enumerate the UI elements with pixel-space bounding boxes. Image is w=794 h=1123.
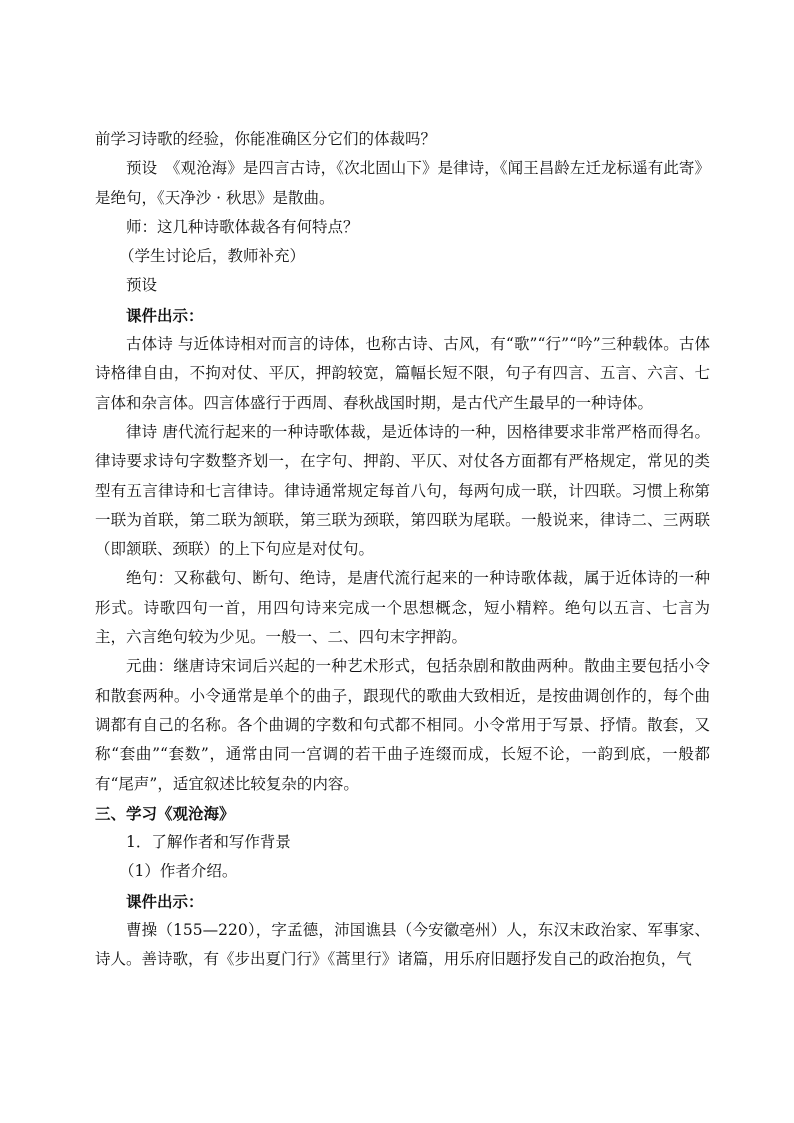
paragraph-quatrain: 绝句：又称截句、断句、绝诗，是唐代流行起来的一种诗歌体裁，属于近体诗的一种形式。诗歌四句一首，用四句诗来完成一个思想概念，短小精粹。绝句以五言、七言为主，六言绝句较为少见。一般一、二、四句末字押韵。 <box>95 569 710 647</box>
text-line: 师：这几种诗歌体裁各有何特点？ <box>126 217 359 236</box>
text-line: 预设 <box>126 276 158 295</box>
section-heading: 三、学习《观沧海》 <box>95 803 235 823</box>
text-line: 前学习诗歌的经验，你能准确区分它们的体裁吗？ <box>95 130 437 148</box>
document-page <box>95 125 710 975</box>
paragraph-author-intro: 曹操（155—220），字孟德，沛国谯县（今安徽亳州）人，东汉末政治家、军事家、诗人。善诗歌，有《步出夏门行》《蒿里行》诸篇，用乐府旧题抒发自己的政治抱负，气 <box>95 921 710 969</box>
courseware-label: 课件出示： <box>126 305 204 325</box>
subsection-item: （1）作者介绍。 <box>119 862 238 881</box>
courseware-label: 课件出示： <box>126 891 204 911</box>
paragraph-yuanqu: 元曲：继唐诗宋词后兴起的一种艺术形式，包括杂剧和散曲两种。散曲主要包括小令和散套两种。小令通常是单个的曲子，跟现代的歌曲大致相近，是按曲调创作的，每个曲调都有自己的名称。各个曲调的字数和句式都不相同。小令常用于写景、抒情。散套，又称“套曲”“套数”，通常由同一宫调的若干曲子连缀而成，长短不论，一韵到底，一般都有“尾声”，适宜叙述比较复杂的内容。 <box>95 657 710 793</box>
paragraph-regulated-verse: 律诗 唐代流行起来的一种诗歌体裁，是近体诗的一种，因格律要求非常严格而得名。律诗要求诗句字数整齐划一，在字句、押韵、平仄、对仗各方面都有严格规定，常见的类型有五言律诗和七言律诗。律诗通常规定每首八句，每两句成一联，计四联。习惯上称第一联为首联，第二联为颔联，第三联为颈联，第四联为尾联。一般说来，律诗二、三两联（即颔联、颈联）的上下句应是对仗句。 <box>95 422 710 559</box>
subsection-heading: 1．了解作者和写作背景 <box>126 833 291 852</box>
paragraph-preset-answer: 预设 《观沧海》是四言古诗，《次北固山下》是律诗，《闻王昌龄左迁龙标遥有此寄》是绝句，《天净沙 · 秋思》是散曲。 <box>95 159 710 207</box>
paragraph-ancient-poetry: 古体诗 与近体诗相对而言的诗体，也称古诗、古风，有“歌”“行”“吟”三种载体。古体诗格律自由，不拘对仗、平仄，押韵较宽，篇幅长短不限，句子有四言、五言、六言、七言体和杂言体。四言体盛行于西周、春秋战国时期，是古代产生最早的一种诗体。 <box>95 335 710 412</box>
text-line: （学生讨论后，教师补充） <box>119 247 306 266</box>
